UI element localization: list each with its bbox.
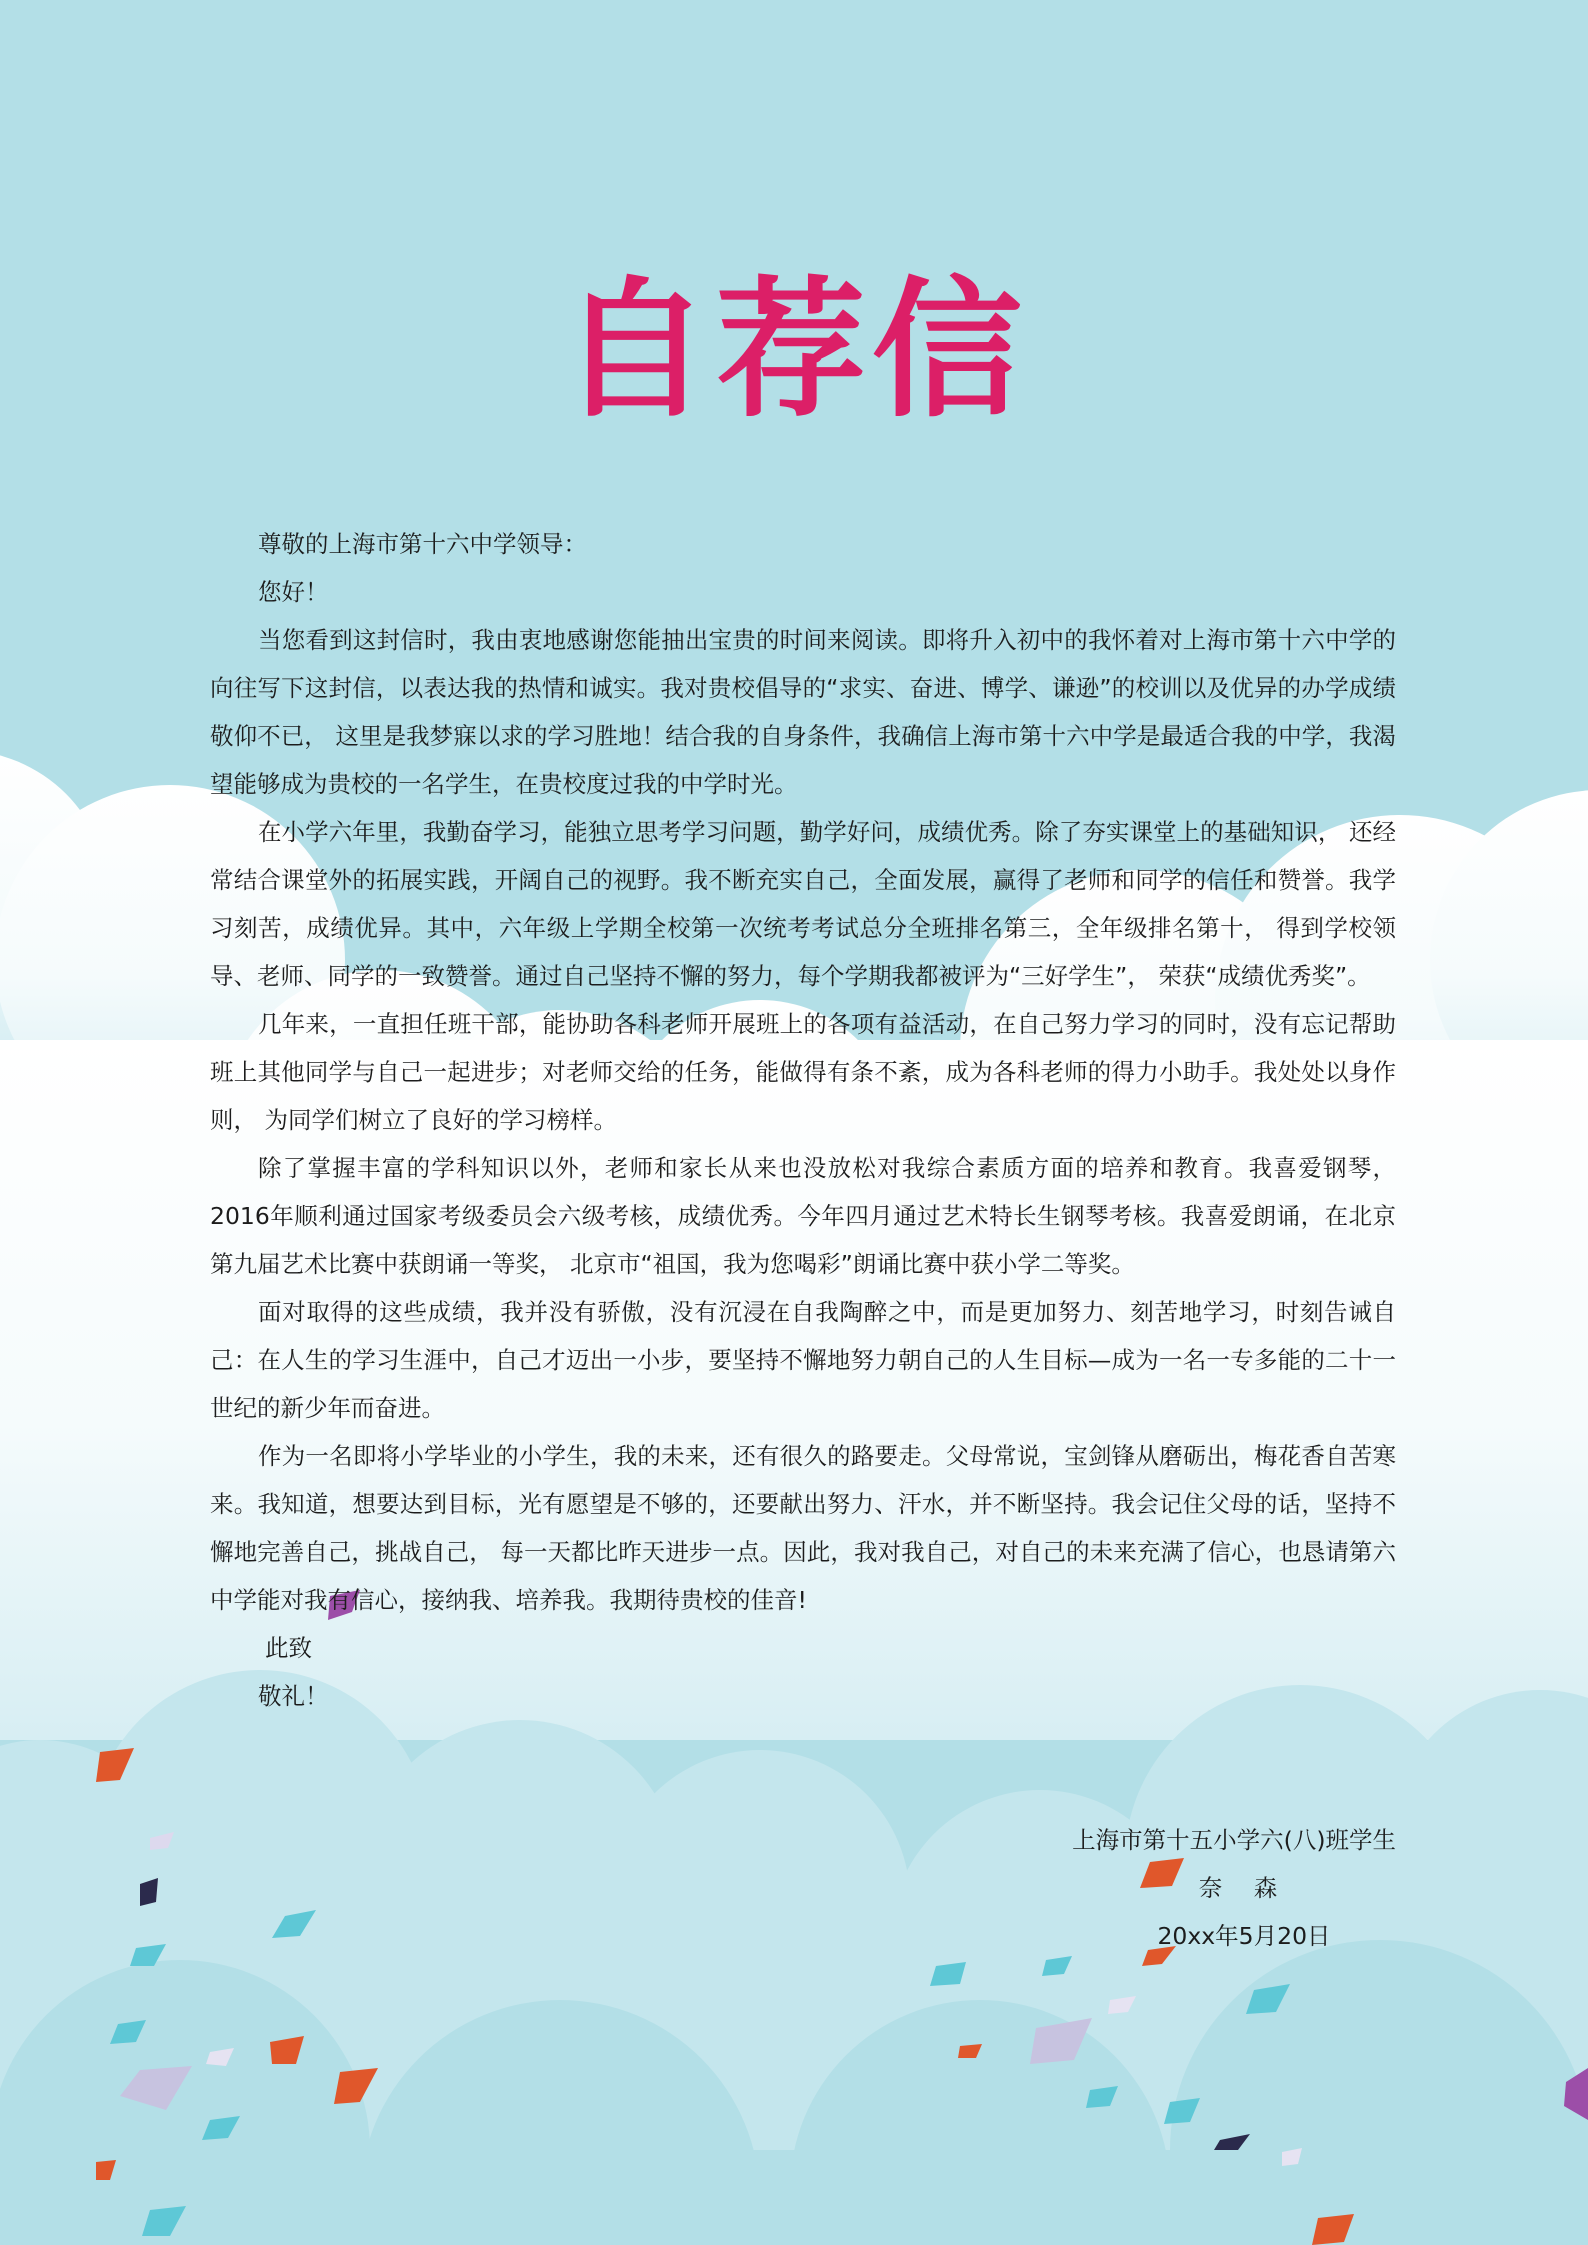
- signature-name: 奈 森: [1198, 1874, 1290, 1902]
- letter-title: 自荐信: [559, 263, 1028, 438]
- paragraph-5: 面对取得的这些成绩，我并没有骄傲，没有沉浸在自我陶醉之中，而是更加努力、刻苦地学习，时刻告诫自己：在人生的学习生涯中，自己才迈出一小步，要坚持不懈地努力朝自己的人生目标—成为一名一专多能的二十一世纪的新少年而奋进。: [210, 1298, 1396, 1422]
- salutation: 尊敬的上海市第十六中学领导：: [258, 530, 587, 558]
- paragraph-6: 作为一名即将小学毕业的小学生，我的未来，还有很久的路要走。父母常说，宝剑锋从磨砺出，梅花香自苦寒来。我知道，想要达到目标，光有愿望是不够的，还要献出努力、汗水，并不断坚持。我会记住父母的话，坚持不懈地完善自己，挑战自己， 每一天都比昨天进步一点。因此，我对我自己，对自己的未来充满了信心，也恳请第六中学能对我有信心，接纳我、培养我。我期待贵校的佳音!: [210, 1442, 1396, 1614]
- paragraph-4: 除了掌握丰富的学科知识以外，老师和家长从来也没放松对我综合素质方面的培养和教育。我喜爱钢琴，2016年顺利通过国家考级委员会六级考核，成绩优秀。今年四月通过艺术特长生钢琴考核。我喜爱朗诵，在北京第九届艺术比赛中获朗诵一等奖， 北京市“祖国，我为您喝彩”朗诵比赛中获小学二等奖。: [210, 1154, 1396, 1278]
- paragraph-3: 几年来，一直担任班干部，能协助各科老师开展班上的各项有益活动，在自己努力学习的同时，没有忘记帮助班上其他同学与自己一起进步；对老师交给的任务，能做得有条不紊，成为各科老师的得力小助手。我处处以身作则， 为同学们树立了良好的学习榜样。: [210, 1010, 1396, 1134]
- signature-date: 20xx年5月20日: [1157, 1922, 1331, 1950]
- greeting: 您好！: [258, 578, 329, 606]
- signature-school: 上海市第十五小学六(八)班学生: [1072, 1826, 1396, 1854]
- closing-line-2: 敬礼！: [258, 1682, 329, 1710]
- letter-body: [210, 520, 1396, 1720]
- paragraph-1: 当您看到这封信时，我由衷地感谢您能抽出宝贵的时间来阅读。即将升入初中的我怀着对上海市第十六中学的向往写下这封信，以表达我的热情和诚实。我对贵校倡导的“求实、奋进、博学、谦逊”的校训以及优异的办学成绩敬仰不已， 这里是我梦寐以求的学习胜地！结合我的自身条件，我确信上海市第十六中学是最适合我的中学，我渴望能够成为贵校的一名学生，在贵校度过我的中学时光。: [210, 626, 1396, 798]
- signature-block: [980, 1816, 1396, 1960]
- closing-line-1: 此致: [265, 1634, 312, 1662]
- paragraph-2: 在小学六年里，我勤奋学习，能独立思考学习问题，勤学好问，成绩优秀。除了夯实课堂上的基础知识， 还经常结合课堂外的拓展实践，开阔自己的视野。我不断充实自己，全面发展，赢得了老师和同学的信任和赞誉。我学习刻苦，成绩优异。其中，六年级上学期全校第一次统考考试总分全班排名第三，全年级排名第十， 得到学校领导、老师、同学的一致赞誉。通过自己坚持不懈的努力，每个学期我都被评为“三好学生”， 荣获“成绩优秀奖”。: [210, 818, 1396, 990]
